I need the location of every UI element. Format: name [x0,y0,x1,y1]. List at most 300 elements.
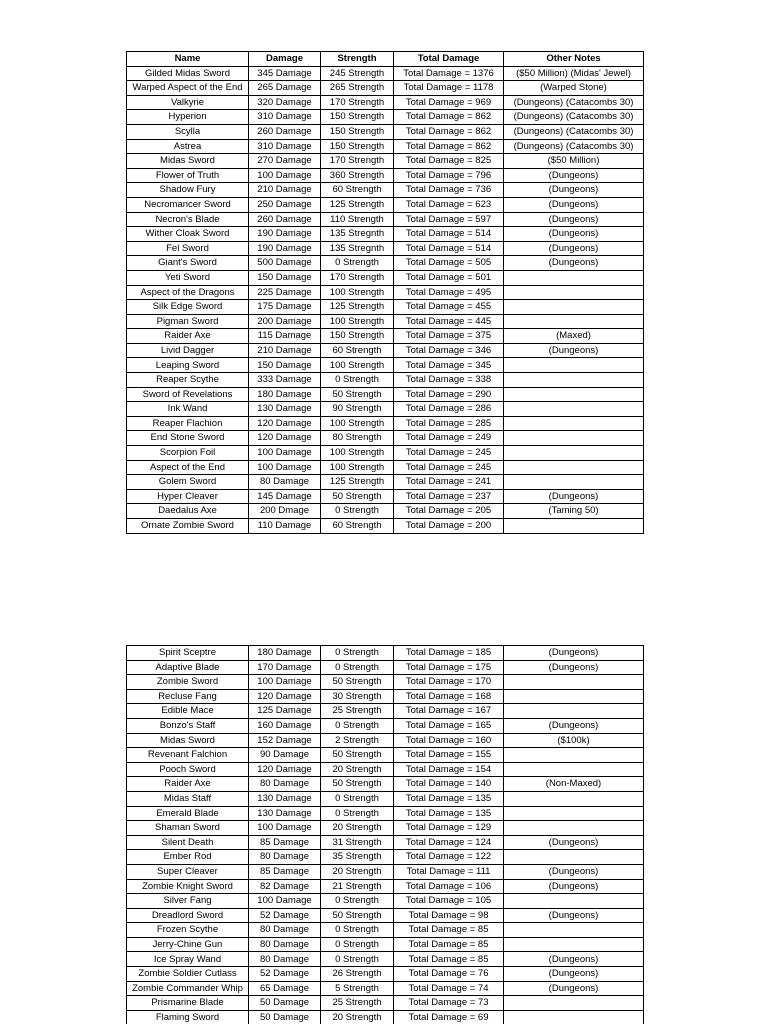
cell-damage: 160 Damage [249,718,321,733]
table-row [127,952,644,967]
header-other-notes: Other Notes [504,52,644,67]
cell-damage: 210 Damage [249,183,321,198]
cell-other-notes: ($50 Million) [504,154,644,169]
cell-name: Ember Rod [127,850,249,865]
cell-name: Raider Axe [127,777,249,792]
cell-strength: 50 Strength [321,387,394,402]
cell-other-notes: (Dungeons) [504,183,644,198]
cell-name: Hyperion [127,110,249,125]
table-row [127,519,644,534]
cell-name: Emerald Blade [127,806,249,821]
cell-total-damage: Total Damage = 205 [394,504,504,519]
cell-other-notes [504,675,644,690]
cell-name: Gilded Midas Sword [127,66,249,81]
table-row [127,475,644,490]
cell-damage: 120 Damage [249,689,321,704]
cell-other-notes: (Dungeons) [504,835,644,850]
cell-strength: 100 Strength [321,446,394,461]
table-row [127,446,644,461]
cell-damage: 190 Damage [249,227,321,242]
cell-damage: 80 Damage [249,937,321,952]
table-header-row [127,52,644,67]
cell-strength: 125 Strength [321,300,394,315]
table-row [127,908,644,923]
cell-other-notes: (Dungeons) [504,256,644,271]
cell-total-damage: Total Damage = 154 [394,762,504,777]
header-total-damage: Total Damage [394,52,504,67]
cell-total-damage: Total Damage = 249 [394,431,504,446]
cell-name: Aspect of the Dragons [127,285,249,300]
cell-damage: 150 Damage [249,270,321,285]
cell-strength: 125 Strength [321,197,394,212]
cell-other-notes [504,996,644,1011]
table-row [127,416,644,431]
cell-other-notes: (Taming 50) [504,504,644,519]
cell-damage: 110 Damage [249,519,321,534]
weapon-table-2 [126,645,644,1024]
table-row [127,460,644,475]
cell-total-damage: Total Damage = 135 [394,806,504,821]
table-row [127,358,644,373]
cell-name: Bonzo's Staff [127,718,249,733]
cell-other-notes: (Dungeons) [504,981,644,996]
cell-total-damage: Total Damage = 85 [394,952,504,967]
cell-other-notes [504,431,644,446]
cell-total-damage: Total Damage = 338 [394,373,504,388]
cell-other-notes: (Dungeons) [504,343,644,358]
header-damage: Damage [249,52,321,67]
cell-other-notes: (Dungeons) (Catacombs 30) [504,124,644,139]
cell-strength: 2 Strength [321,733,394,748]
cell-name: Yeti Sword [127,270,249,285]
cell-damage: 100 Damage [249,460,321,475]
cell-name: Warped Aspect of the End [127,81,249,96]
cell-total-damage: Total Damage = 455 [394,300,504,315]
cell-name: Wither Cloak Sword [127,227,249,242]
cell-strength: 135 Stregnth [321,227,394,242]
cell-other-notes [504,762,644,777]
cell-total-damage: Total Damage = 969 [394,95,504,110]
cell-strength: 0 Strength [321,952,394,967]
table-row [127,777,644,792]
cell-total-damage: Total Damage = 129 [394,821,504,836]
cell-strength: 0 Strength [321,791,394,806]
cell-other-notes: (Dungeons) [504,168,644,183]
table-row [127,806,644,821]
cell-name: Flaming Sword [127,1010,249,1024]
cell-damage: 270 Damage [249,154,321,169]
cell-other-notes: ($50 Million) (Midas' Jewel) [504,66,644,81]
cell-damage: 250 Damage [249,197,321,212]
cell-damage: 80 Damage [249,952,321,967]
table-row [127,139,644,154]
cell-name: Hyper Cleaver [127,489,249,504]
cell-strength: 50 Strength [321,748,394,763]
cell-name: Prismarine Blade [127,996,249,1011]
cell-strength: 35 Strength [321,850,394,865]
cell-damage: 50 Damage [249,996,321,1011]
cell-other-notes: (Dungeons) [504,241,644,256]
cell-name: Revenant Falchion [127,748,249,763]
cell-strength: 150 Strength [321,329,394,344]
cell-other-notes [504,300,644,315]
cell-other-notes [504,806,644,821]
cell-other-notes [504,402,644,417]
cell-other-notes [504,850,644,865]
cell-total-damage: Total Damage = 346 [394,343,504,358]
cell-name: Necron's Blade [127,212,249,227]
table-row [127,748,644,763]
cell-other-notes: (Dungeons) (Catacombs 30) [504,95,644,110]
table-row [127,124,644,139]
cell-strength: 110 Strength [321,212,394,227]
cell-total-damage: Total Damage = 140 [394,777,504,792]
cell-name: Sword of Revelations [127,387,249,402]
weapon-table-1 [126,51,644,534]
cell-damage: 65 Damage [249,981,321,996]
cell-total-damage: Total Damage = 98 [394,908,504,923]
cell-other-notes: ($100k) [504,733,644,748]
cell-total-damage: Total Damage = 237 [394,489,504,504]
cell-damage: 120 Damage [249,762,321,777]
cell-strength: 20 Strength [321,864,394,879]
cell-damage: 100 Damage [249,446,321,461]
table-row [127,314,644,329]
cell-total-damage: Total Damage = 514 [394,227,504,242]
cell-name: End Stone Sword [127,431,249,446]
cell-strength: 0 Strength [321,660,394,675]
cell-strength: 50 Strength [321,777,394,792]
cell-other-notes: (Dungeons) [504,952,644,967]
cell-name: Midas Staff [127,791,249,806]
cell-total-damage: Total Damage = 1376 [394,66,504,81]
cell-total-damage: Total Damage = 165 [394,718,504,733]
cell-other-notes [504,358,644,373]
cell-strength: 80 Strength [321,431,394,446]
cell-name: Zombie Commander Whip [127,981,249,996]
cell-total-damage: Total Damage = 200 [394,519,504,534]
cell-damage: 100 Damage [249,821,321,836]
cell-strength: 5 Strength [321,981,394,996]
table-row [127,850,644,865]
table-row [127,256,644,271]
cell-total-damage: Total Damage = 122 [394,850,504,865]
cell-strength: 135 Stregnth [321,241,394,256]
cell-damage: 310 Damage [249,139,321,154]
table-row [127,489,644,504]
table-row [127,300,644,315]
cell-name: Midas Sword [127,733,249,748]
cell-total-damage: Total Damage = 111 [394,864,504,879]
table-row [127,704,644,719]
cell-other-notes [504,923,644,938]
table-row [127,718,644,733]
header-name: Name [127,52,249,67]
table-row [127,1010,644,1024]
cell-other-notes [504,460,644,475]
cell-damage: 100 Damage [249,894,321,909]
cell-total-damage: Total Damage = 155 [394,748,504,763]
cell-damage: 115 Damage [249,329,321,344]
table-body [127,66,644,533]
cell-strength: 265 Strength [321,81,394,96]
cell-damage: 52 Damage [249,908,321,923]
cell-damage: 120 Damage [249,431,321,446]
cell-name: Aspect of the End [127,460,249,475]
cell-total-damage: Total Damage = 245 [394,460,504,475]
cell-damage: 125 Damage [249,704,321,719]
cell-damage: 200 Dmage [249,504,321,519]
cell-total-damage: Total Damage = 160 [394,733,504,748]
cell-name: Zombie Soldier Cutlass [127,967,249,982]
cell-damage: 210 Damage [249,343,321,358]
cell-other-notes: (Dungeons) [504,718,644,733]
cell-strength: 0 Strength [321,256,394,271]
table-row [127,821,644,836]
cell-total-damage: Total Damage = 74 [394,981,504,996]
cell-strength: 30 Strength [321,689,394,704]
cell-strength: 170 Strength [321,95,394,110]
cell-total-damage: Total Damage = 170 [394,675,504,690]
cell-strength: 60 Strength [321,519,394,534]
cell-damage: 80 Damage [249,923,321,938]
table-row [127,996,644,1011]
table-row [127,923,644,938]
cell-strength: 0 Strength [321,806,394,821]
cell-damage: 130 Damage [249,402,321,417]
cell-damage: 100 Damage [249,168,321,183]
cell-name: Astrea [127,139,249,154]
cell-strength: 0 Strength [321,894,394,909]
cell-damage: 500 Damage [249,256,321,271]
cell-name: Ink Wand [127,402,249,417]
cell-total-damage: Total Damage = 69 [394,1010,504,1024]
cell-total-damage: Total Damage = 1178 [394,81,504,96]
cell-name: Midas Sword [127,154,249,169]
cell-other-notes: (Dungeons) [504,908,644,923]
cell-other-notes [504,821,644,836]
cell-name: Super Cleaver [127,864,249,879]
cell-name: Spirit Sceptre [127,646,249,661]
table-row [127,646,644,661]
cell-other-notes [504,704,644,719]
table-row [127,66,644,81]
cell-name: Jerry-Chine Gun [127,937,249,952]
cell-strength: 90 Strength [321,402,394,417]
cell-strength: 25 Strength [321,704,394,719]
cell-name: Silver Fang [127,894,249,909]
cell-strength: 50 Strength [321,908,394,923]
cell-other-notes: (Dungeons) [504,646,644,661]
cell-name: Livid Dagger [127,343,249,358]
cell-other-notes [504,270,644,285]
cell-name: Frozen Scythe [127,923,249,938]
cell-name: Necromancer Sword [127,197,249,212]
cell-other-notes [504,894,644,909]
cell-damage: 85 Damage [249,864,321,879]
cell-total-damage: Total Damage = 285 [394,416,504,431]
cell-name: Daedalus Axe [127,504,249,519]
cell-name: Silk Edge Sword [127,300,249,315]
cell-other-notes [504,1010,644,1024]
cell-strength: 25 Strength [321,996,394,1011]
cell-total-damage: Total Damage = 175 [394,660,504,675]
cell-total-damage: Total Damage = 623 [394,197,504,212]
table-row [127,791,644,806]
cell-other-notes: (Dungeons) [504,197,644,212]
cell-total-damage: Total Damage = 241 [394,475,504,490]
cell-damage: 80 Damage [249,850,321,865]
table-row [127,762,644,777]
cell-damage: 225 Damage [249,285,321,300]
cell-damage: 145 Damage [249,489,321,504]
cell-other-notes [504,791,644,806]
table-row [127,227,644,242]
cell-total-damage: Total Damage = 375 [394,329,504,344]
cell-strength: 150 Strength [321,124,394,139]
cell-total-damage: Total Damage = 135 [394,791,504,806]
cell-damage: 150 Damage [249,358,321,373]
table-row [127,270,644,285]
cell-name: Zombie Knight Sword [127,879,249,894]
cell-damage: 90 Damage [249,748,321,763]
cell-name: Pooch Sword [127,762,249,777]
cell-total-damage: Total Damage = 862 [394,124,504,139]
cell-strength: 150 Strength [321,110,394,125]
cell-damage: 180 Damage [249,387,321,402]
cell-name: Golem Sword [127,475,249,490]
cell-strength: 20 Strength [321,762,394,777]
cell-strength: 0 Strength [321,373,394,388]
cell-other-notes [504,285,644,300]
cell-other-notes: (Dungeons) (Catacombs 30) [504,139,644,154]
cell-strength: 60 Strength [321,183,394,198]
cell-name: Adaptive Blade [127,660,249,675]
table-row [127,835,644,850]
cell-strength: 50 Strength [321,489,394,504]
cell-name: Shaman Sword [127,821,249,836]
cell-total-damage: Total Damage = 290 [394,387,504,402]
cell-other-notes: (Dungeons) [504,212,644,227]
cell-other-notes: (Dungeons) [504,489,644,504]
cell-total-damage: Total Damage = 501 [394,270,504,285]
table-row [127,431,644,446]
cell-strength: 0 Strength [321,718,394,733]
table-row [127,81,644,96]
table-row [127,241,644,256]
cell-other-notes [504,748,644,763]
cell-total-damage: Total Damage = 862 [394,110,504,125]
cell-strength: 50 Strength [321,675,394,690]
cell-damage: 175 Damage [249,300,321,315]
cell-name: Scorpion Foil [127,446,249,461]
cell-strength: 170 Strength [321,154,394,169]
table-row [127,937,644,952]
cell-total-damage: Total Damage = 185 [394,646,504,661]
table-body [127,646,644,1024]
table-row [127,660,644,675]
table-row [127,967,644,982]
cell-total-damage: Total Damage = 445 [394,314,504,329]
cell-name: Ornate Zombie Sword [127,519,249,534]
table-row [127,154,644,169]
cell-damage: 152 Damage [249,733,321,748]
table-row [127,343,644,358]
cell-other-notes: (Dungeons) [504,864,644,879]
cell-name: Reaper Scythe [127,373,249,388]
cell-damage: 170 Damage [249,660,321,675]
cell-strength: 245 Strength [321,66,394,81]
cell-total-damage: Total Damage = 736 [394,183,504,198]
cell-strength: 100 Strength [321,460,394,475]
cell-name: Recluse Fang [127,689,249,704]
cell-total-damage: Total Damage = 505 [394,256,504,271]
header-strength: Strength [321,52,394,67]
table-row [127,197,644,212]
cell-strength: 100 Strength [321,285,394,300]
cell-damage: 80 Damage [249,777,321,792]
table-row [127,183,644,198]
cell-other-notes [504,475,644,490]
cell-other-notes: (Warped Stone) [504,81,644,96]
cell-total-damage: Total Damage = 862 [394,139,504,154]
cell-strength: 20 Strength [321,1010,394,1024]
cell-damage: 130 Damage [249,806,321,821]
cell-strength: 20 Strength [321,821,394,836]
cell-name: Edible Mace [127,704,249,719]
cell-damage: 85 Damage [249,835,321,850]
cell-name: Fel Sword [127,241,249,256]
cell-damage: 333 Damage [249,373,321,388]
cell-total-damage: Total Damage = 345 [394,358,504,373]
cell-damage: 260 Damage [249,124,321,139]
cell-damage: 120 Damage [249,416,321,431]
cell-other-notes [504,519,644,534]
cell-total-damage: Total Damage = 825 [394,154,504,169]
cell-total-damage: Total Damage = 106 [394,879,504,894]
cell-name: Shadow Fury [127,183,249,198]
cell-name: Zombie Sword [127,675,249,690]
cell-strength: 0 Strength [321,504,394,519]
cell-name: Scylla [127,124,249,139]
cell-damage: 190 Damage [249,241,321,256]
cell-damage: 265 Damage [249,81,321,96]
table-row [127,95,644,110]
cell-strength: 360 Strength [321,168,394,183]
cell-total-damage: Total Damage = 168 [394,689,504,704]
table-row [127,212,644,227]
table-row [127,402,644,417]
cell-damage: 320 Damage [249,95,321,110]
cell-total-damage: Total Damage = 73 [394,996,504,1011]
table-row [127,373,644,388]
cell-other-notes: (Dungeons) [504,879,644,894]
table-row [127,864,644,879]
cell-total-damage: Total Damage = 124 [394,835,504,850]
cell-damage: 345 Damage [249,66,321,81]
cell-damage: 260 Damage [249,212,321,227]
cell-strength: 21 Strength [321,879,394,894]
table-row [127,689,644,704]
cell-total-damage: Total Damage = 85 [394,937,504,952]
cell-strength: 100 Strength [321,358,394,373]
cell-damage: 100 Damage [249,675,321,690]
table-row [127,110,644,125]
cell-strength: 60 Strength [321,343,394,358]
cell-total-damage: Total Damage = 85 [394,923,504,938]
cell-other-notes: (Dungeons) [504,660,644,675]
cell-name: Reaper Flachion [127,416,249,431]
